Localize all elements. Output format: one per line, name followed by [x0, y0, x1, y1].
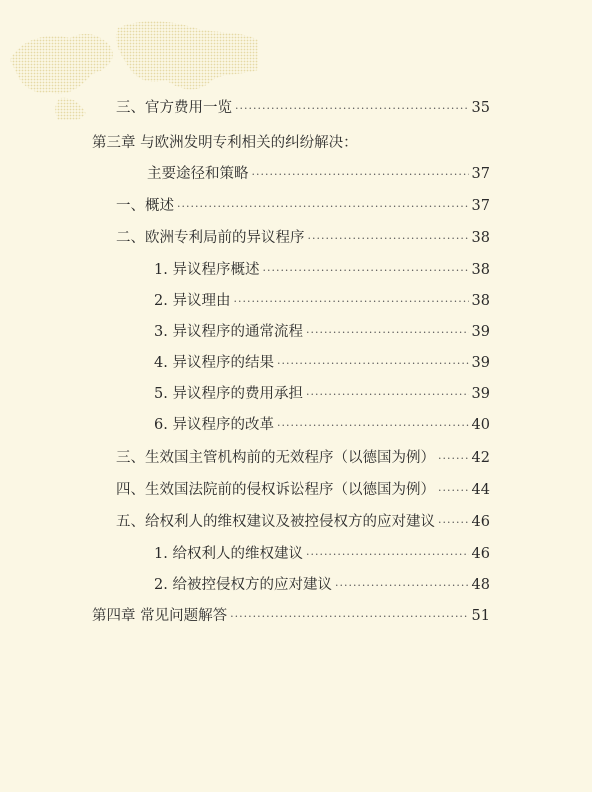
- toc-entry-title: 2. 异议理由: [154, 293, 231, 309]
- toc-leader-dots: [306, 385, 469, 405]
- toc-entry-title: 三、生效国主管机构前的无效程序（以德国为例）: [116, 450, 435, 466]
- toc-entry-page: 42: [471, 450, 490, 466]
- toc-leader-dots: [438, 449, 469, 469]
- toc-entry-page: 38: [471, 293, 490, 309]
- toc-entry-page: 37: [471, 166, 490, 182]
- toc-leader-dots: [177, 197, 469, 217]
- toc-entry-advice-rights-holder[interactable]: [154, 544, 490, 565]
- toc-entry-title: 4. 异议程序的结果: [154, 355, 274, 371]
- toc-entry-title: 主要途径和策略: [147, 166, 249, 182]
- toc-entry-opposition-result[interactable]: [154, 353, 490, 374]
- toc-entry-title: 五、给权利人的维权建议及被控侵权方的应对建议: [116, 514, 435, 530]
- toc-entry-opposition-grounds[interactable]: [154, 291, 490, 312]
- toc-entry-chapter-4[interactable]: [92, 606, 490, 627]
- toc-leader-dots: [230, 607, 468, 627]
- toc-entry-page: 35: [471, 100, 490, 116]
- toc-entry-opposition-overview[interactable]: [154, 260, 490, 281]
- toc-entry-title: 6. 异议程序的改革: [154, 417, 274, 433]
- toc-leader-dots: [438, 481, 469, 501]
- toc-entry-title: 5. 异议程序的费用承担: [154, 386, 303, 402]
- toc-leader-dots: [306, 545, 469, 565]
- toc-entry-title: 四、生效国法院前的侵权诉讼程序（以德国为例）: [116, 482, 435, 498]
- toc-entry-page: 48: [471, 577, 490, 593]
- toc-entry-chapter-3[interactable]: [92, 133, 490, 154]
- toc-entry-advice[interactable]: [116, 512, 490, 533]
- toc-leader-dots: [438, 513, 469, 533]
- toc-entry-page: 39: [471, 355, 490, 371]
- toc-entry-title: 1. 给权利人的维权建议: [154, 546, 303, 562]
- toc-entry-title: 第三章 与欧洲发明专利相关的纠纷解决：: [92, 135, 358, 151]
- toc-leader-dots: [277, 416, 469, 436]
- toc-leader-dots: [306, 323, 469, 343]
- toc-entry-page: 39: [471, 324, 490, 340]
- toc-entry-page: 46: [471, 514, 490, 530]
- toc-entry-title: 3. 异议程序的通常流程: [154, 324, 303, 340]
- toc-leader-dots: [308, 229, 469, 249]
- toc-entry-title: 一、概述: [116, 198, 174, 214]
- toc-leader-dots: [262, 261, 468, 281]
- toc-entry-page: 40: [471, 417, 490, 433]
- toc-entry-opposition-reform[interactable]: [154, 415, 490, 436]
- toc-entry-page: 39: [471, 386, 490, 402]
- toc-entry-infringement[interactable]: [116, 480, 490, 501]
- toc-entry-page: 44: [471, 482, 490, 498]
- toc-entry-title: 2. 给被控侵权方的应对建议: [154, 577, 332, 593]
- toc-entry-opposition[interactable]: [116, 228, 490, 249]
- toc-entry-page: 38: [471, 262, 490, 278]
- toc-entry-title: 三、官方费用一览: [116, 100, 232, 116]
- toc-entry-invalidation[interactable]: [116, 448, 490, 469]
- toc-leader-dots: [252, 165, 469, 185]
- toc-entry-main-paths[interactable]: [147, 164, 490, 185]
- toc-entry-opposition-process[interactable]: [154, 322, 490, 343]
- toc-entry-advice-accused[interactable]: [154, 575, 490, 596]
- toc-entry-page: 51: [471, 608, 490, 624]
- toc-entry-page: 37: [471, 198, 490, 214]
- toc-entry-title: 第四章 常见问题解答: [92, 608, 228, 624]
- toc-entry-title: 1. 异议程序概述: [154, 262, 260, 278]
- toc-entry-official-fees[interactable]: [116, 98, 490, 119]
- toc-entry-overview[interactable]: [116, 196, 490, 217]
- toc-entry-title: 二、欧洲专利局前的异议程序: [116, 230, 305, 246]
- toc-entry-page: 46: [471, 546, 490, 562]
- toc-entry-opposition-costs[interactable]: [154, 384, 490, 405]
- toc-entry-page: 38: [471, 230, 490, 246]
- toc-leader-dots: [335, 576, 469, 596]
- toc-leader-dots: [277, 354, 469, 374]
- toc-leader-dots: [235, 99, 469, 119]
- toc-leader-dots: [233, 292, 468, 312]
